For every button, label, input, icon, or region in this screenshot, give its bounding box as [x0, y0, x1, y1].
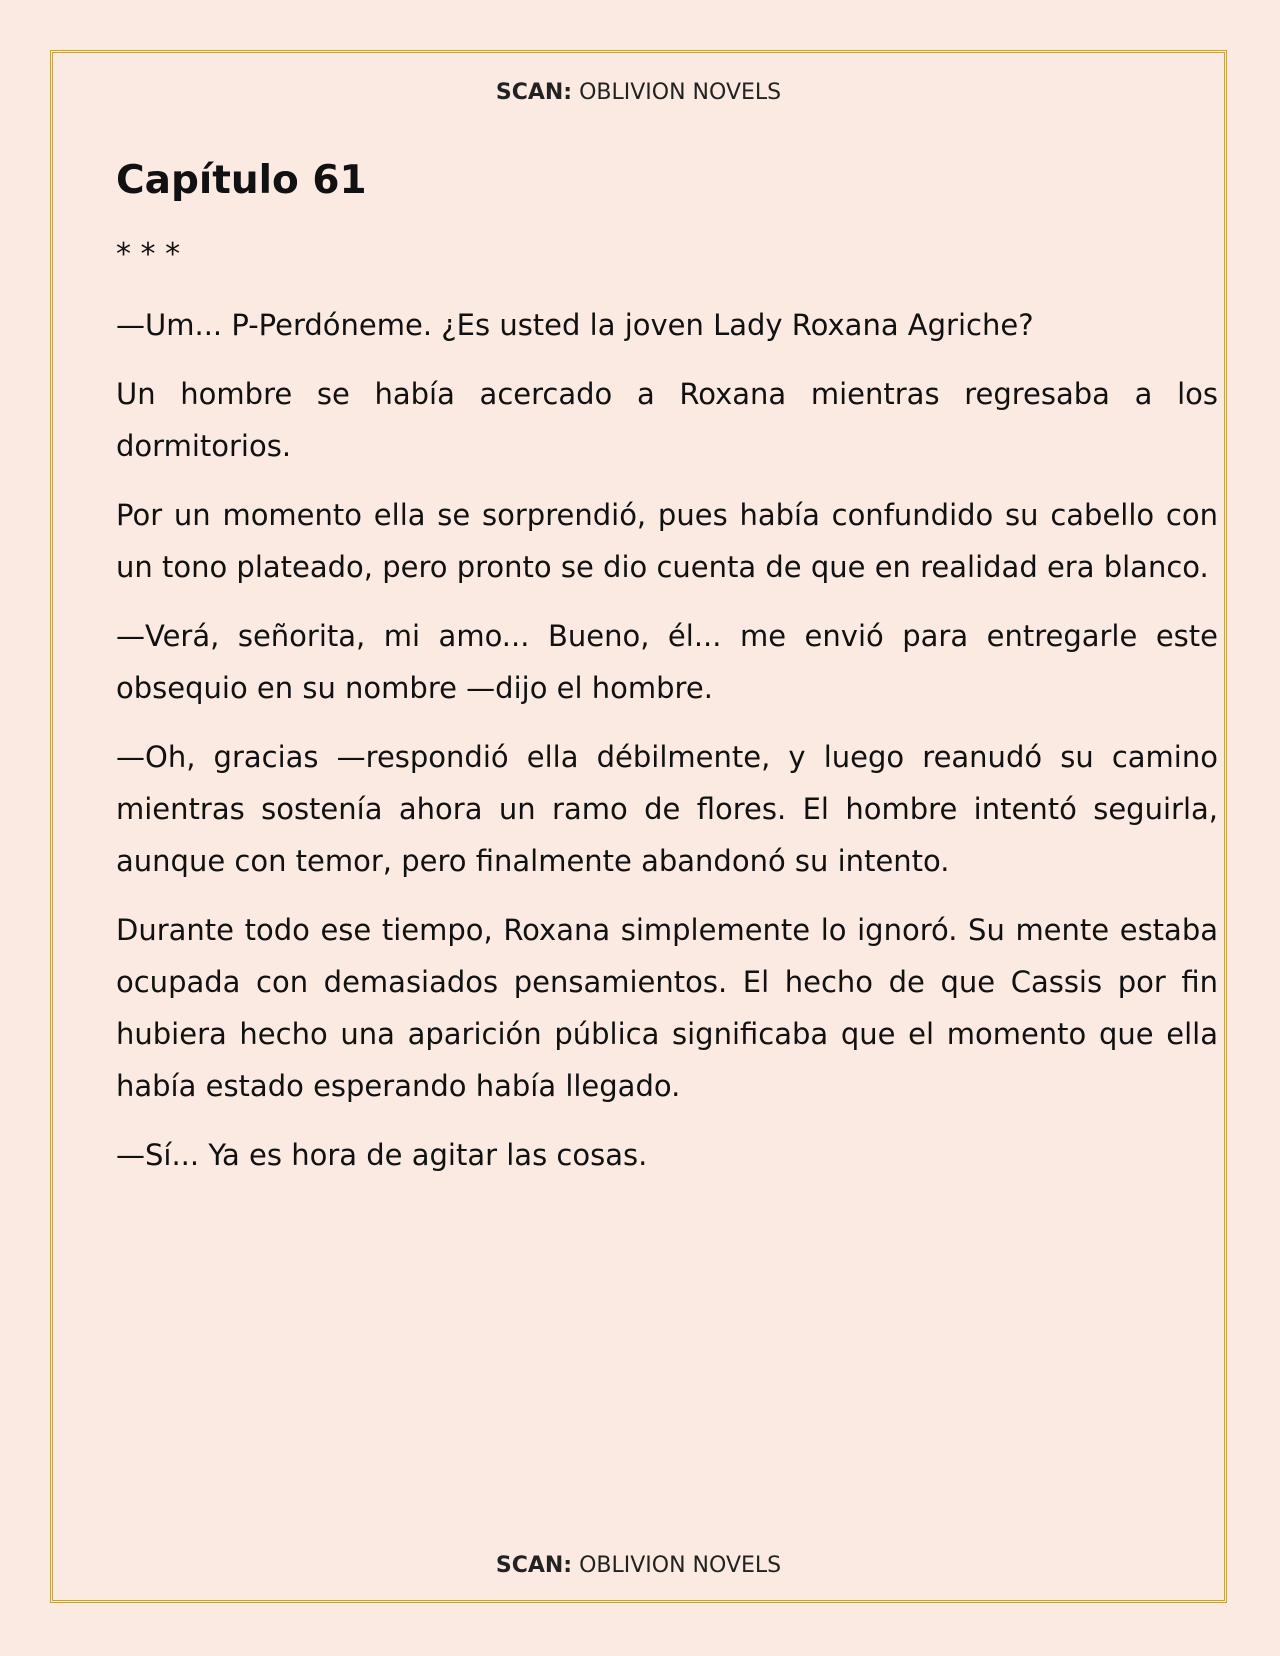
paragraph: —Oh, gracias —respondió ella débilmente, y luego reanudó su camino mientras sostenía ahora un ramo de flores. El hombre intentó seguirla, aunque con temor, pero finalmente abandonó su intento. — [116, 740, 1218, 878]
scan-label: SCAN: — [495, 1553, 573, 1578]
chapter-title: Capítulo 61 — [116, 158, 367, 203]
paragraph: Un hombre se había acercado a Roxana mientras regresaba a los dormitorios. — [116, 377, 1218, 463]
paragraph: Por un momento ella se sorprendió, pues había confundido su cabello con un tono plateado, pero pronto se dio cuenta de que en realidad era blanco. — [116, 498, 1218, 584]
chapter-content — [116, 153, 1218, 1198]
scan-name: OBLIVION NOVELS — [579, 80, 782, 105]
scan-label: SCAN: — [495, 80, 573, 105]
paragraph: —Verá, señorita, mi amo... Bueno, él... me envió para entregarle este obsequio en su nombre —dijo el hombre. — [116, 619, 1218, 705]
paragraph: Durante todo ese tiempo, Roxana simplemente lo ignoró. Su mente estaba ocupada con demasiados pensamientos. El hecho de que Cassis por fin hubiera hecho una aparición pública significaba que el momento que ella había estado esperando había llegado. — [116, 913, 1218, 1103]
paragraph: —Sí... Ya es hora de agitar las cosas. — [116, 1138, 648, 1172]
scan-credit-footer — [53, 1553, 1224, 1578]
scan-name: OBLIVION NOVELS — [579, 1553, 782, 1578]
scan-credit-header — [53, 80, 1224, 105]
scene-separator: * * * — [116, 237, 181, 272]
paragraph: —Um... P-Perdóneme. ¿Es usted la joven Lady Roxana Agriche? — [116, 308, 1034, 342]
page-frame — [50, 50, 1227, 1603]
